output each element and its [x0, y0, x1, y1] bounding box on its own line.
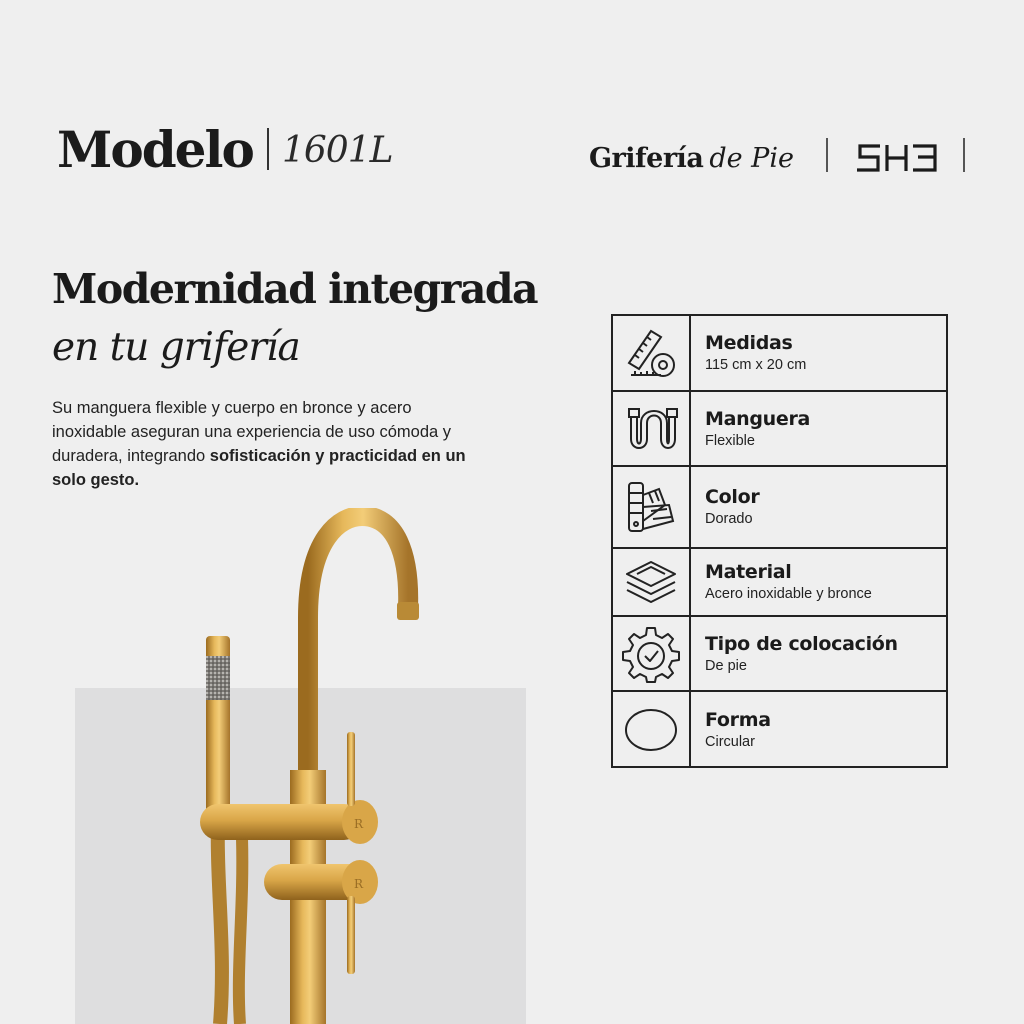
spec-label: Color: [705, 486, 760, 508]
color-swatch-icon: [621, 477, 681, 537]
spec-value: 115 cm x 20 cm: [705, 357, 807, 373]
subheadline: en tu grifería: [52, 325, 300, 370]
model-title-divider: [267, 128, 269, 170]
spec-value: De pie: [705, 657, 747, 674]
hose-icon: [621, 399, 681, 459]
spec-label: Forma: [705, 709, 771, 731]
spec-label: Manguera: [705, 407, 811, 430]
circle-shape-icon: [621, 700, 681, 760]
spec-table: [611, 314, 948, 768]
svg-text:R: R: [354, 817, 364, 831]
description: [52, 396, 472, 492]
spec-label: Tipo de colocación: [705, 632, 898, 655]
category-divider: [826, 138, 828, 172]
spec-row-color: [613, 465, 946, 547]
description-bold: sofisticación y practicidad en un solo gesto.: [52, 447, 466, 489]
spec-label: Material: [705, 561, 792, 583]
svg-text:R: R: [354, 877, 364, 891]
spec-row-colocacion: [613, 615, 946, 690]
spec-row-medidas: [613, 316, 946, 390]
spec-value: Acero inoxidable y bronce: [705, 586, 872, 602]
layers-icon: [621, 552, 681, 612]
spec-value: Circular: [705, 734, 755, 750]
spec-row-forma: [613, 690, 946, 768]
headline: Modernidad integrada: [52, 265, 538, 313]
product-category: [589, 140, 794, 181]
model-number: 1601L: [282, 130, 393, 171]
measuring-tape-icon: [621, 323, 681, 383]
faucet-product-image: [190, 508, 430, 1024]
gear-check-icon: [621, 624, 681, 684]
brand-logo: [856, 144, 938, 172]
brand-divider: [963, 138, 965, 172]
spec-label: Medidas: [705, 332, 793, 354]
category-strong: Grifería: [589, 143, 704, 174]
spec-row-manguera: [613, 390, 946, 465]
model-title: Modelo: [57, 120, 253, 179]
spec-value: Dorado: [705, 511, 753, 527]
description-regular: Su manguera flexible y cuerpo en bronce y acero inoxidable aseguran una experiencia de uso cómoda y duradera, integrando: [52, 399, 452, 465]
spec-value: Flexible: [705, 432, 755, 449]
category-light: de Pie: [709, 143, 794, 174]
spec-row-material: [613, 547, 946, 615]
